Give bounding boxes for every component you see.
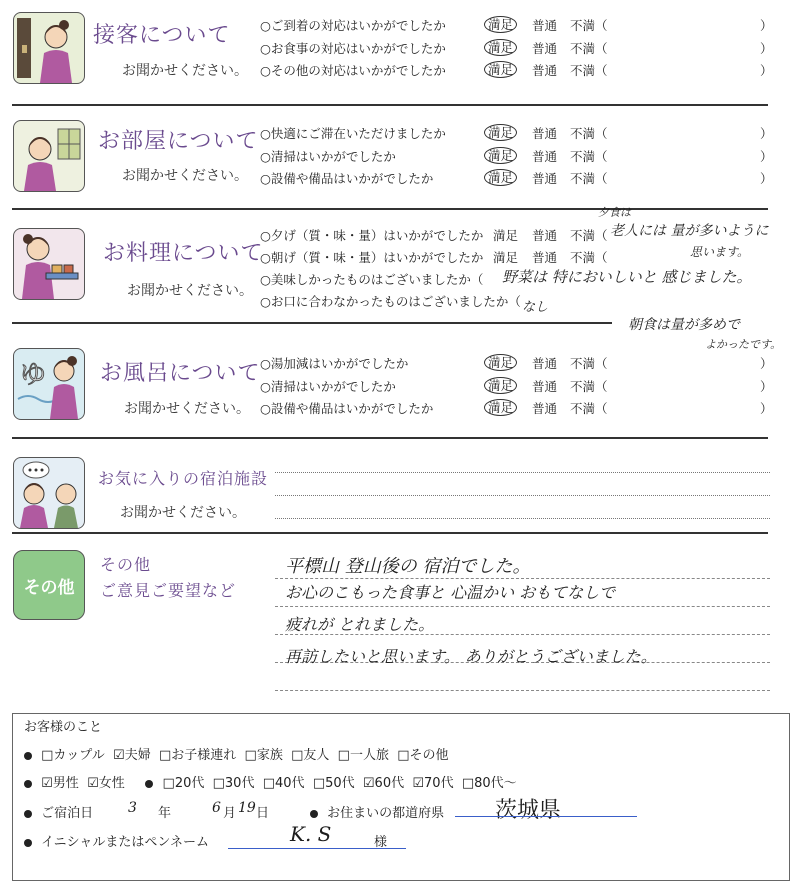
option-normal[interactable]: 普通 xyxy=(532,356,558,371)
handwritten-dinner-note-3: 思います。 xyxy=(690,245,750,259)
answer-line[interactable] xyxy=(275,606,770,607)
option-dissatisfied[interactable]: 不満（ xyxy=(570,171,608,186)
section-title-other-2: ご意見ご要望など xyxy=(100,581,237,600)
close-paren: ） xyxy=(760,379,773,394)
option-male[interactable]: ☑男性 xyxy=(41,776,79,791)
handwritten-breakfast-note-2: よかったです。 xyxy=(705,338,782,351)
name-suffix: 様 xyxy=(374,835,388,850)
gender-age-row xyxy=(24,772,517,791)
name-row xyxy=(24,831,209,850)
section-title-other: その他 xyxy=(100,555,152,574)
question-meal-service: ○お食事の対応はいかがでしたか xyxy=(260,41,446,56)
prefecture-value[interactable]: 茨城県 xyxy=(495,798,562,823)
name-label: イニシャルまたはペンネーム xyxy=(41,835,209,850)
question-equipment: ○設備や備品はいかがでしたか xyxy=(260,171,434,186)
option-satisfied[interactable]: 満足 xyxy=(484,38,517,56)
option-normal[interactable]: 普通 xyxy=(532,379,558,394)
bath-icon xyxy=(14,349,84,419)
option-normal[interactable]: 普通 xyxy=(532,171,558,186)
answer-line[interactable] xyxy=(275,472,770,473)
close-paren: ） xyxy=(760,149,773,164)
close-paren: ） xyxy=(760,63,773,78)
close-paren: ） xyxy=(760,18,773,33)
question-breakfast: ○朝げ（質・味・量）はいかがでしたか xyxy=(260,250,484,265)
bath-hiragana: ゆ xyxy=(20,360,47,390)
option-satisfied[interactable]: 満足 xyxy=(484,60,517,78)
name-underline xyxy=(228,848,406,849)
bath-illustration xyxy=(13,348,85,420)
question-bath-cleaning: ○清掃はいかがでしたか xyxy=(260,379,396,394)
room-icon xyxy=(14,121,84,191)
question-delicious: ○美味しかったものはございましたか（ xyxy=(260,272,484,287)
option-satisfied[interactable]: 満足 xyxy=(493,250,519,265)
option-dissatisfied[interactable]: 不満（ xyxy=(570,228,608,243)
age-50s[interactable]: □50代 xyxy=(312,776,355,791)
divider xyxy=(12,104,768,106)
answer-line[interactable] xyxy=(275,578,770,579)
close-paren: ） xyxy=(760,401,773,416)
option-satisfied[interactable]: 満足 xyxy=(484,15,517,33)
bullet-icon xyxy=(24,752,32,760)
option-dissatisfied[interactable]: 不満（ xyxy=(570,250,608,265)
option-normal[interactable]: 普通 xyxy=(532,63,558,78)
close-paren: ） xyxy=(760,126,773,141)
month-unit: 月 xyxy=(223,806,237,821)
option-normal[interactable]: 普通 xyxy=(532,18,558,33)
option-satisfied[interactable]: 満足 xyxy=(484,123,517,141)
bullet-icon xyxy=(145,780,153,788)
bullet-icon xyxy=(24,839,32,847)
close-paren: ） xyxy=(760,171,773,186)
conversation-icon xyxy=(14,458,84,528)
age-40s[interactable]: □40代 xyxy=(262,776,305,791)
divider xyxy=(12,437,768,439)
section-title-bath: お風呂について xyxy=(100,361,261,386)
handwritten-breakfast-note-1: 朝食は量が多めで xyxy=(628,317,740,333)
stay-month-value[interactable]: 6 xyxy=(212,800,221,816)
option-dissatisfied[interactable]: 不満（ xyxy=(570,149,608,164)
question-arrival: ○ご到着の対応はいかがでしたか xyxy=(260,18,446,33)
answer-line[interactable] xyxy=(275,690,770,691)
option-dissatisfied[interactable]: 不満（ xyxy=(570,401,608,416)
option-dissatisfied[interactable]: 不満（ xyxy=(570,63,608,78)
section-subtitle-reception: お聞かせください。 xyxy=(122,63,248,79)
day-unit: 日 xyxy=(256,806,270,821)
bullet-icon xyxy=(24,780,32,788)
name-value[interactable]: K. S xyxy=(290,822,332,846)
close-paren: ） xyxy=(760,41,773,56)
handwritten-dinner-note-1: 夕食は xyxy=(598,206,631,219)
customer-info-box xyxy=(12,713,790,881)
option-satisfied[interactable]: 満足 xyxy=(484,376,517,394)
option-satisfied[interactable]: 満足 xyxy=(484,398,517,416)
bullet-icon xyxy=(24,810,32,818)
option-couple[interactable]: □カップル xyxy=(41,748,105,763)
section-title-room: お部屋について xyxy=(98,129,259,154)
option-satisfied[interactable]: 満足 xyxy=(484,146,517,164)
stay-year-value[interactable]: 3 xyxy=(128,800,137,816)
companion-row xyxy=(24,744,449,763)
option-dissatisfied[interactable]: 不満（ xyxy=(570,356,608,371)
handwritten-comment-3: 疲れが とれました。 xyxy=(285,615,435,634)
age-30s[interactable]: □30代 xyxy=(212,776,255,791)
cuisine-icon xyxy=(14,229,84,299)
section-title-reception: 接客について xyxy=(93,23,231,48)
option-dissatisfied[interactable]: 不満（ xyxy=(570,18,608,33)
option-normal[interactable]: 普通 xyxy=(532,401,558,416)
close-paren: ） xyxy=(760,356,773,371)
handwritten-dinner-note-2: 老人には 量が多いように xyxy=(610,223,769,239)
section-title-cuisine: お料理について xyxy=(103,241,264,266)
answer-line[interactable] xyxy=(275,495,770,496)
age-70s[interactable]: ☑70代 xyxy=(412,776,454,791)
option-married[interactable]: ☑夫婦 xyxy=(113,748,151,763)
option-female[interactable]: ☑女性 xyxy=(87,776,125,791)
section-subtitle-favorite: お聞かせください。 xyxy=(120,505,246,521)
prefecture-label: お住まいの都道府県 xyxy=(327,806,445,821)
question-comfort: ○快適にご滞在いただけましたか xyxy=(260,126,446,141)
question-water-temp: ○湯加減はいかがでしたか xyxy=(260,356,409,371)
option-satisfied[interactable]: 満足 xyxy=(484,168,517,186)
age-20s[interactable]: □20代 xyxy=(162,776,205,791)
handwritten-disliked-answer: なし xyxy=(522,300,549,315)
section-subtitle-bath: お聞かせください。 xyxy=(124,401,250,417)
option-dissatisfied[interactable]: 不満（ xyxy=(570,379,608,394)
option-with-kids[interactable]: □お子様連れ xyxy=(158,748,237,763)
section-subtitle-cuisine: お聞かせください。 xyxy=(127,283,253,299)
other-badge: その他 xyxy=(13,550,85,620)
handwritten-comment-2: お心のこもった食事と 心温かい おもてなしで xyxy=(285,583,616,602)
handwritten-comment-4: 再訪したいと思います。 ありがとうございました。 xyxy=(285,647,657,666)
answer-line[interactable] xyxy=(275,518,770,519)
option-dissatisfied[interactable]: 不満（ xyxy=(570,126,608,141)
customer-heading: お客様のこと xyxy=(24,720,103,735)
option-solo[interactable]: □一人旅 xyxy=(337,748,389,763)
question-other-service: ○その他の対応はいかがでしたか xyxy=(260,63,446,78)
option-normal[interactable]: 普通 xyxy=(532,149,558,164)
prefecture-underline xyxy=(455,816,637,817)
option-satisfied[interactable]: 満足 xyxy=(493,228,519,243)
question-disliked: ○お口に合わなかったものはございましたか（ xyxy=(260,294,521,309)
option-normal[interactable]: 普通 xyxy=(532,126,558,141)
reception-illustration xyxy=(13,12,85,84)
option-normal[interactable]: 普通 xyxy=(532,41,558,56)
option-friends[interactable]: □友人 xyxy=(291,748,330,763)
divider xyxy=(12,208,768,210)
option-satisfied[interactable]: 満足 xyxy=(484,353,517,371)
handwritten-comment-1: 平標山 登山後の 宿泊でした。 xyxy=(285,556,531,577)
divider xyxy=(12,532,768,534)
handwritten-delicious-answer: 野菜は 特においしいと 感じました。 xyxy=(502,268,752,286)
room-illustration xyxy=(13,120,85,192)
option-family[interactable]: □家族 xyxy=(244,748,283,763)
option-normal[interactable]: 普通 xyxy=(532,250,558,265)
option-other[interactable]: □その他 xyxy=(397,748,449,763)
favorite-illustration xyxy=(13,457,85,529)
bullet-icon xyxy=(310,810,318,818)
stay-day-value[interactable]: 19 xyxy=(238,800,256,816)
option-dissatisfied[interactable]: 不満（ xyxy=(570,41,608,56)
option-normal[interactable]: 普通 xyxy=(532,228,558,243)
question-dinner: ○夕げ（質・味・量）はいかがでしたか xyxy=(260,228,484,243)
cuisine-illustration xyxy=(13,228,85,300)
age-80s[interactable]: □80代～ xyxy=(461,776,517,791)
stay-date-row xyxy=(24,802,93,821)
question-bath-equipment: ○設備や備品はいかがでしたか xyxy=(260,401,434,416)
year-unit: 年 xyxy=(158,806,172,821)
divider xyxy=(12,322,612,324)
receptionist-icon xyxy=(14,13,84,83)
section-subtitle-room: お聞かせください。 xyxy=(122,168,248,184)
section-title-favorite: お気に入りの宿泊施設 xyxy=(98,469,269,488)
prefecture-row xyxy=(310,802,444,821)
stay-date-label: ご宿泊日 xyxy=(41,806,94,821)
age-60s[interactable]: ☑60代 xyxy=(362,776,405,791)
question-cleaning: ○清掃はいかがでしたか xyxy=(260,149,396,164)
